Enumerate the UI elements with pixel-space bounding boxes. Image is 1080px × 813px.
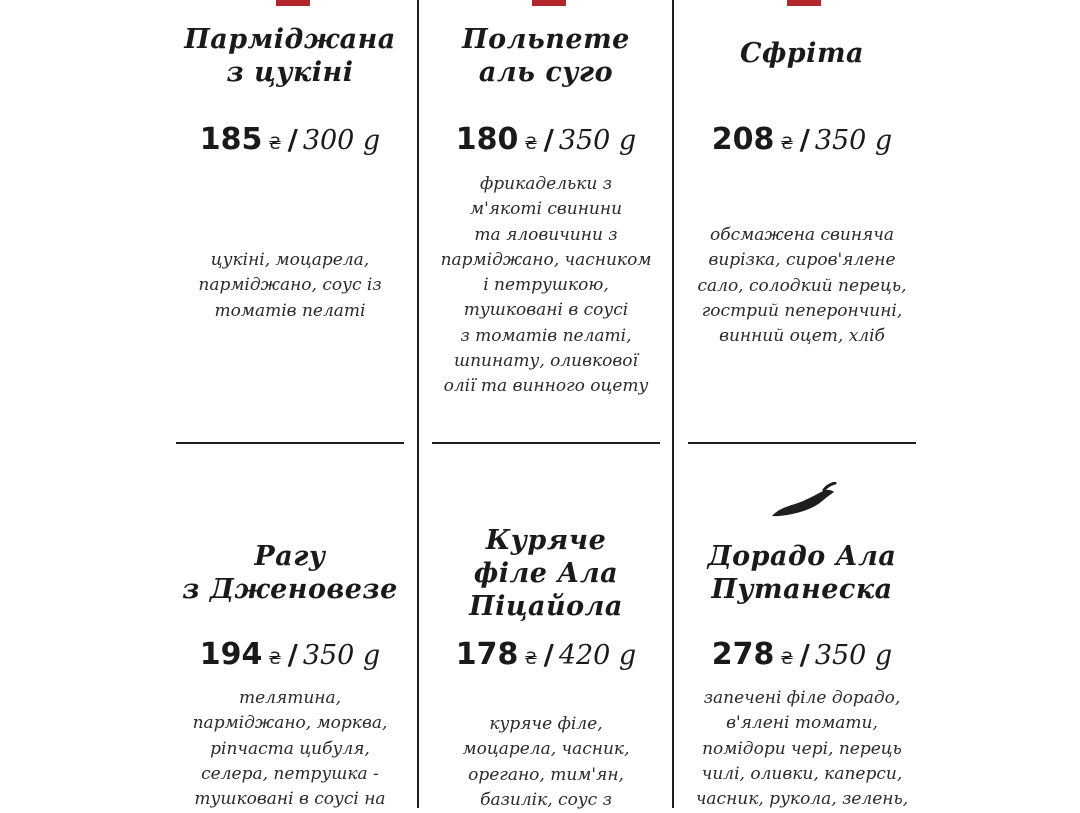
dish-title-line: Путанеска <box>711 574 893 605</box>
description-line: ріпчаста цибуля, <box>210 738 370 759</box>
dish-title-line: Дорадо Ала <box>707 541 897 572</box>
description-line: з томатів пелаті, <box>460 325 632 346</box>
price-separator: / <box>287 123 298 156</box>
description-line: парміджано, часником <box>440 249 652 270</box>
menu-item-polpette <box>416 0 676 440</box>
currency-sign: ₴ <box>524 134 538 154</box>
price-separator: / <box>799 123 810 156</box>
price-value: 178 <box>455 637 519 672</box>
price-value: 194 <box>199 637 263 672</box>
dish-weight: 350 g <box>814 640 893 671</box>
menu-item-dorado-puttanesca <box>672 444 932 808</box>
dish-title-line: Парміджана <box>184 24 396 55</box>
description-line: помідори чері, перець <box>702 738 902 759</box>
description-line: обсмажена свиняча <box>709 225 894 245</box>
description-line: сало, солодкий перець, <box>697 275 907 296</box>
dish-title <box>416 23 676 89</box>
dish-weight: 300 g <box>302 125 381 156</box>
description-line: і петрушкою, <box>483 275 609 296</box>
dish-title <box>160 540 420 606</box>
dish-title-line: з Дженовезе <box>182 574 398 605</box>
description-line: та яловичини з <box>474 224 618 245</box>
description-line: томатів пелаті <box>214 300 366 321</box>
description-line: шпинату, оливкової <box>454 351 638 372</box>
description-line: винний оцет, хліб <box>719 326 885 347</box>
description-line: базилік, соус з <box>480 789 612 810</box>
menu-item-ragu <box>160 444 420 808</box>
dish-title-line: Польпете <box>462 24 630 55</box>
dish-description <box>416 712 676 813</box>
price-separator: / <box>543 638 554 671</box>
dish-price <box>672 637 932 677</box>
dish-price <box>416 637 676 677</box>
description-line: м'якоті свинини <box>469 199 623 220</box>
dish-weight: 350 g <box>302 640 381 671</box>
dish-description <box>406 172 686 400</box>
dish-title-line: Куряче <box>485 525 607 556</box>
description-line: селера, петрушка - <box>201 763 379 784</box>
dish-title-line: Сфріта <box>739 38 865 69</box>
price-value: 208 <box>711 122 775 157</box>
dish-title <box>672 540 932 606</box>
description-line: чилі, оливки, каперси, <box>701 763 903 784</box>
description-line: парміджано, соус із <box>198 275 382 296</box>
dish-title <box>416 524 676 623</box>
description-line: часник, рукола, зелень, <box>695 789 909 810</box>
description-line: куряче філе, <box>489 714 603 734</box>
price-separator: / <box>799 638 810 671</box>
dish-title-line: Піцайола <box>469 591 623 622</box>
dish-title-line: з цукіні <box>226 57 354 88</box>
currency-sign: ₴ <box>780 134 794 154</box>
description-line: гострий пеперончині, <box>701 300 903 321</box>
menu-item-parmigiana <box>160 0 420 440</box>
menu-item-chicken-pizzaiola <box>416 444 676 808</box>
price-separator: / <box>543 123 554 156</box>
description-line: вирізка, сиров'ялене <box>708 250 896 271</box>
dish-price <box>160 122 420 162</box>
dish-title-line: філе Ала <box>473 558 619 589</box>
currency-sign: ₴ <box>268 134 282 154</box>
dish-weight: 420 g <box>558 640 637 671</box>
description-line: телятина, <box>238 688 342 708</box>
description-line: парміджано, морква, <box>192 713 388 734</box>
price-value: 185 <box>199 122 263 157</box>
price-value: 278 <box>711 637 775 672</box>
chili-pepper-icon <box>769 482 839 522</box>
dish-weight: 350 g <box>814 125 893 156</box>
dish-price <box>672 122 932 162</box>
menu-item-sfrita <box>672 0 932 440</box>
dish-description <box>160 248 420 324</box>
dish-description <box>160 686 420 812</box>
description-line: олії та винного оцету <box>443 376 649 397</box>
description-line: фрикадельки з <box>479 174 613 194</box>
description-line: моцарела, часник, <box>462 739 630 760</box>
dish-title-line: аль суго <box>478 57 614 88</box>
price-value: 180 <box>455 122 519 157</box>
dish-price <box>160 637 420 677</box>
description-line: запечені філе дорадо, <box>703 688 901 708</box>
description-line: тушковані в соусі <box>463 300 629 321</box>
description-line: цукіні, моцарела, <box>210 250 370 270</box>
dish-price <box>416 122 676 162</box>
currency-sign: ₴ <box>780 649 794 669</box>
price-separator: / <box>287 638 298 671</box>
description-line: тушковані в соусі на <box>194 789 386 810</box>
description-line: орегано, тим'ян, <box>468 764 624 785</box>
dish-title <box>672 37 932 70</box>
dish-description <box>662 223 942 349</box>
currency-sign: ₴ <box>268 649 282 669</box>
dish-title-line: Рагу <box>254 541 326 572</box>
currency-sign: ₴ <box>524 649 538 669</box>
dish-weight: 350 g <box>558 125 637 156</box>
description-line: в'ялені томати, <box>726 713 878 734</box>
dish-title <box>160 23 420 89</box>
dish-description <box>662 686 942 812</box>
